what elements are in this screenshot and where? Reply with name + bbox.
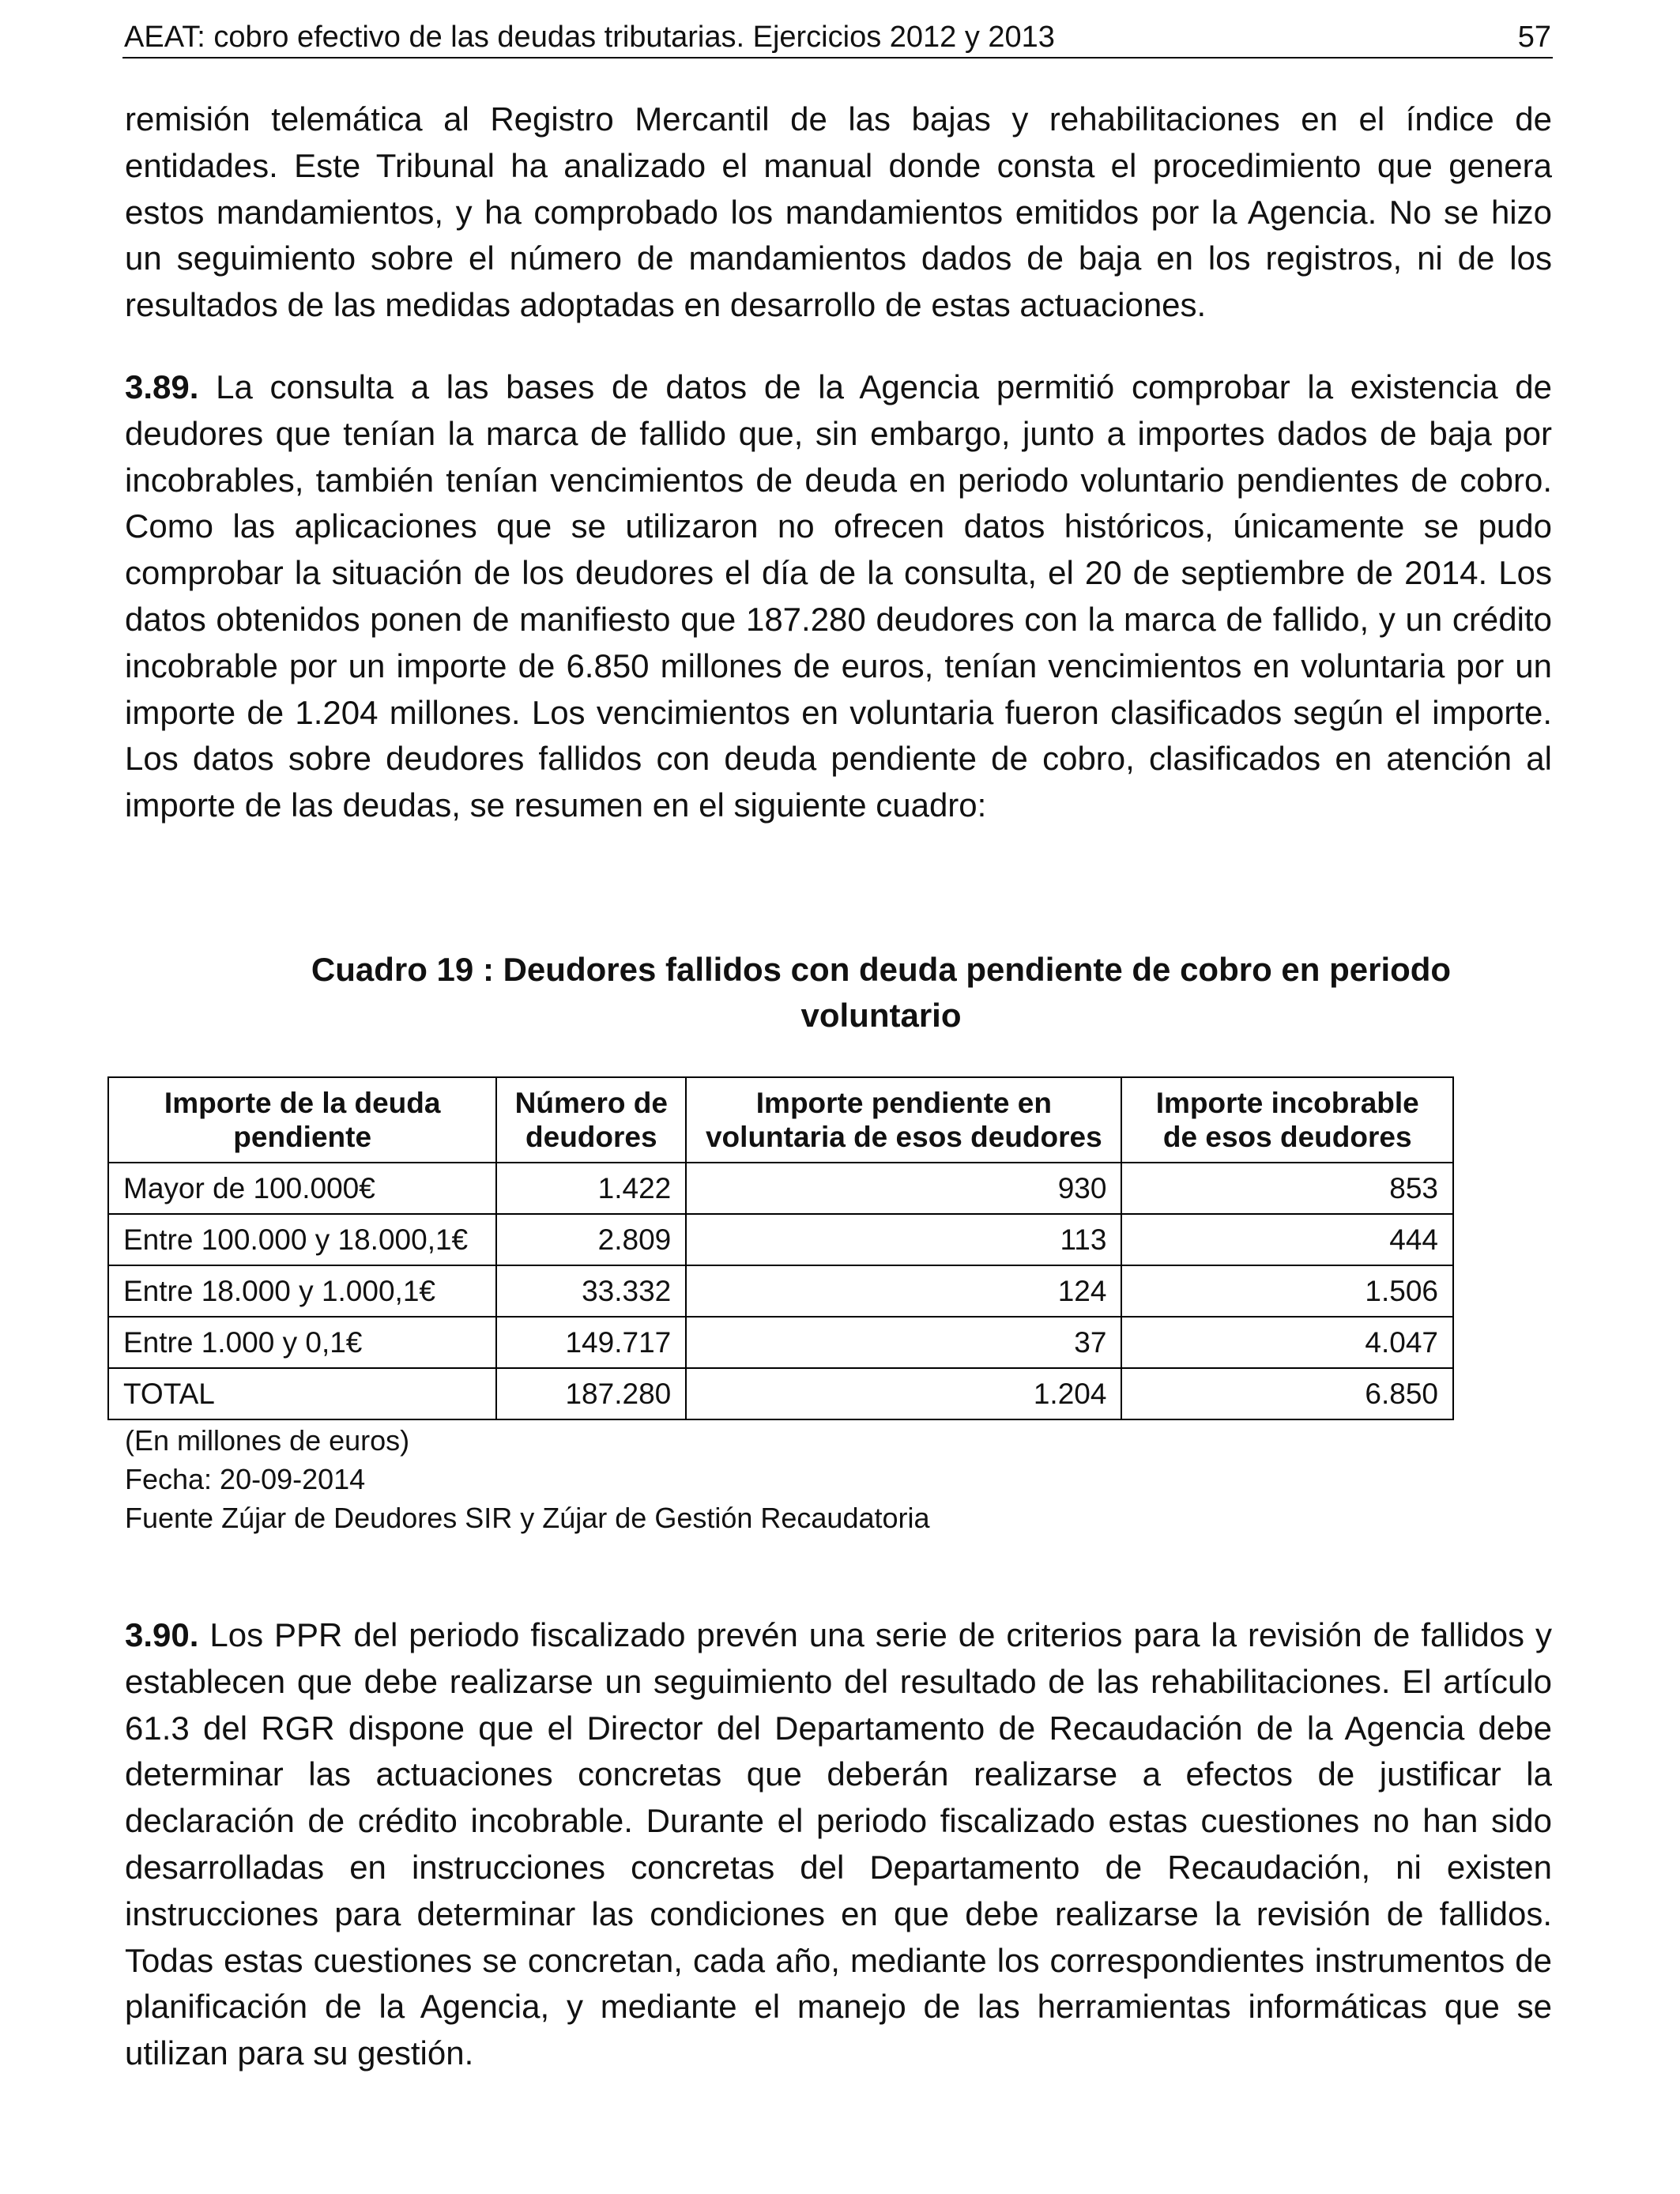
debtors-table [107, 1076, 1454, 1420]
table-caption [253, 947, 1509, 1039]
row-deudores: 187.280 [496, 1368, 686, 1419]
paragraph-number: 3.90. [125, 1616, 199, 1653]
row-incobrable: 853 [1121, 1163, 1453, 1214]
table-row-total [108, 1368, 1453, 1419]
table-caption-line-1: Cuadro 19 : Deudores fallidos con deuda pendiente de cobro en periodo [311, 951, 1452, 988]
table-row [108, 1163, 1453, 1214]
row-voluntaria: 124 [686, 1265, 1121, 1317]
table-header-row [108, 1077, 1453, 1163]
paragraph-text: La consulta a las bases de datos de la Agencia permitió comprobar la existencia de deudores que tenían la marca de fallido que, sin embargo, junto a importes dados de baja por incobrables, también tenían vencimientos de deuda en periodo voluntario pendientes de cobro. Como las aplicaciones que se utilizaron no ofrecen datos históricos, únicamente se pudo comprobar la situación de los deudores el día de la consulta, el 20 de septiembre de 2014. Los datos obtenidos ponen de manifiesto que 187.280 deudores con la marca de fallido, y un crédito incobrable por un importe de 6.850 millones de euros, tenían vencimientos en voluntaria por un importe de 1.204 millones. Los vencimientos en voluntaria fueron clasificados según el importe. Los datos sobre deudores fallidos con deuda pendiente de cobro, clasificados en atención al importe de las deudas, se resumen en el siguiente cuadro: [125, 368, 1552, 824]
note-date: Fecha: 20-09-2014 [125, 1463, 366, 1495]
paragraph-3-89 [125, 364, 1552, 829]
note-source: Fuente Zújar de Deudores SIR y Zújar de Gestión Recaudatoria [125, 1502, 930, 1534]
header-numero-deudores: Número de deudores [496, 1077, 686, 1163]
table-row [108, 1317, 1453, 1368]
paragraph-3-90 [125, 1612, 1552, 2077]
row-deudores: 1.422 [496, 1163, 686, 1214]
table-notes [125, 1421, 930, 1537]
header-importe-voluntaria: Importe pendiente en voluntaria de esos deudores [686, 1077, 1121, 1163]
row-label: Entre 18.000 y 1.000,1€ [108, 1265, 496, 1317]
row-incobrable: 4.047 [1121, 1317, 1453, 1368]
table-row [108, 1265, 1453, 1317]
paragraph-text: Los PPR del periodo fiscalizado prevén una serie de criterios para la revisión de fallidos y establecen que debe realizarse un seguimiento del resultado de las rehabilitaciones. El artículo 61.3 del RGR dispone que el Director del Departamento de Recaudación de la Agencia debe determinar las actuaciones concretas que deberán realizarse a efectos de justificar la declaración de crédito incobrable. Durante el periodo fiscalizado estas cuestiones no han sido desarrolladas en instrucciones concretas del Departamento de Recaudación, ni existen instrucciones para determinar las condiciones en que debe realizarse la revisión de fallidos. Todas estas cuestiones se concretan, cada año, mediante los correspondientes instrumentos de planificación de la Agencia, y mediante el manejo de las herramientas informáticas que se utilizan para su gestión. [125, 1616, 1552, 2072]
table-row [108, 1214, 1453, 1265]
row-label: Mayor de 100.000€ [108, 1163, 496, 1214]
note-units: (En millones de euros) [125, 1424, 410, 1457]
row-voluntaria: 930 [686, 1163, 1121, 1214]
row-deudores: 33.332 [496, 1265, 686, 1317]
paragraph-number: 3.89. [125, 368, 199, 405]
row-label: Entre 100.000 y 18.000,1€ [108, 1214, 496, 1265]
row-deudores: 149.717 [496, 1317, 686, 1368]
row-deudores: 2.809 [496, 1214, 686, 1265]
header-title: AEAT: cobro efectivo de las deudas tributarias. Ejercicios 2012 y 2013 [124, 21, 1055, 54]
row-voluntaria: 37 [686, 1317, 1121, 1368]
row-incobrable: 444 [1121, 1214, 1453, 1265]
row-label: Entre 1.000 y 0,1€ [108, 1317, 496, 1368]
table-caption-line-2: voluntario [800, 997, 962, 1034]
row-incobrable: 6.850 [1121, 1368, 1453, 1419]
row-voluntaria: 113 [686, 1214, 1121, 1265]
row-label: TOTAL [108, 1368, 496, 1419]
page-header [122, 17, 1553, 58]
page-number: 57 [1517, 21, 1551, 54]
paragraph-continuation: remisión telemática al Registro Mercantil de las bajas y rehabilitaciones en el índice de entidades. Este Tribunal ha analizado el manual donde consta el procedimiento que genera estos mandamientos, y ha comprobado los mandamientos emitidos por la Agencia. No se hizo un seguimiento sobre el número de mandamientos dados de baja en los registros, ni de los resultados de las medidas adoptadas en desarrollo de estas actuaciones. [125, 100, 1552, 324]
header-importe-deuda: Importe de la deuda pendiente [108, 1077, 496, 1163]
row-voluntaria: 1.204 [686, 1368, 1121, 1419]
header-importe-incobrable: Importe incobrable de esos deudores [1121, 1077, 1453, 1163]
row-incobrable: 1.506 [1121, 1265, 1453, 1317]
